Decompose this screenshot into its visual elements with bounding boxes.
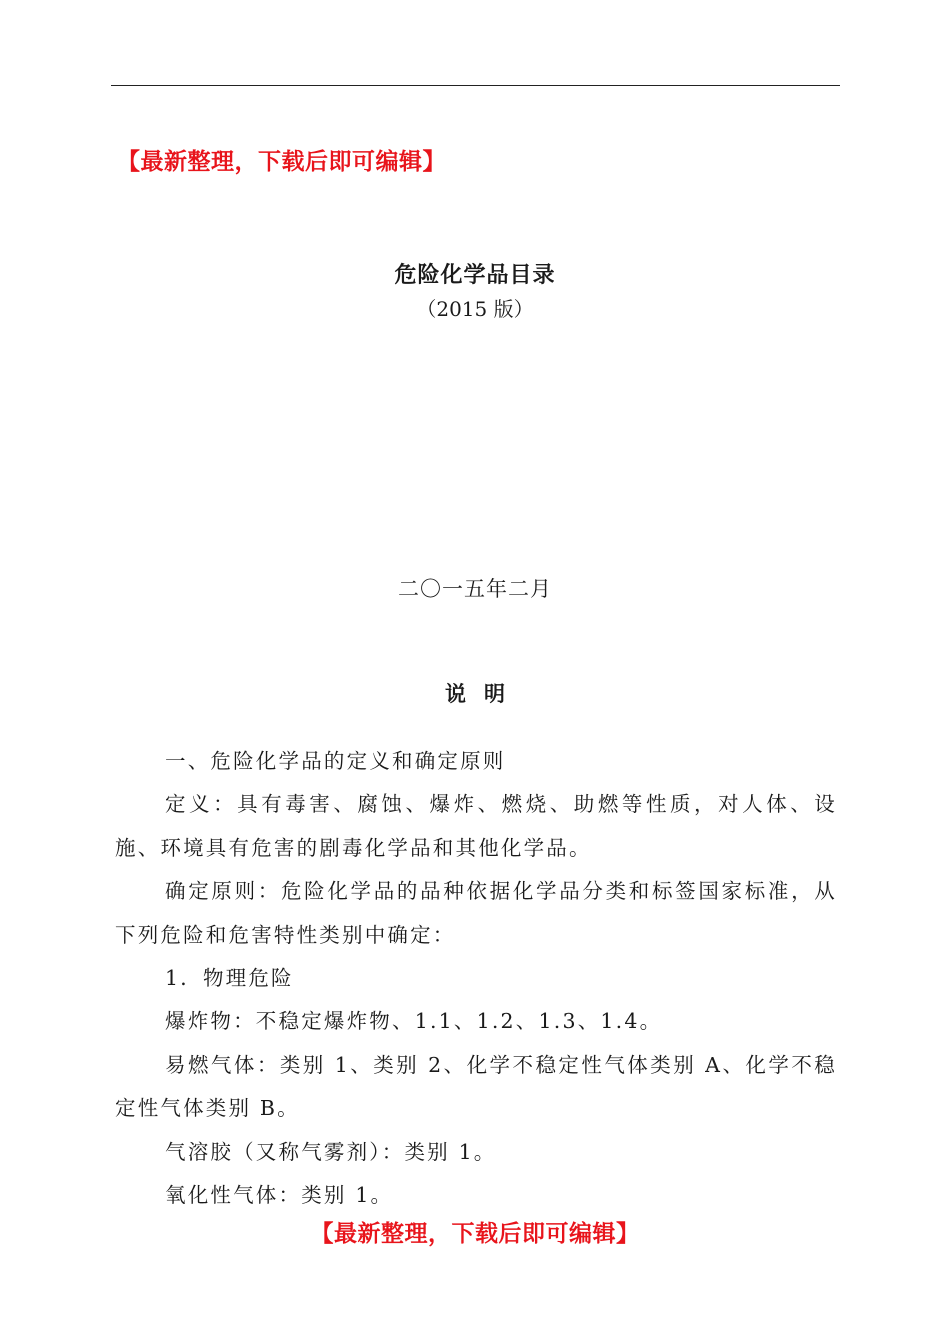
section-heading: 说明 (445, 681, 523, 706)
paragraph-explosives: 爆炸物：不稳定爆炸物、1.1、1.2、1.3、1.4。 (165, 1009, 663, 1034)
body-text (115, 740, 837, 1217)
bottom-banner: 【最新整理，下载后即可编辑】 (310, 1220, 640, 1247)
document-edition: （2015 版） (416, 297, 534, 321)
paragraph-oxidizing-gases: 氧化性气体：类别 1。 (165, 1183, 394, 1208)
paragraph-definition: 定义：具有毒害、腐蚀、爆炸、燃烧、助燃等性质，对人体、设施、环境具有危害的剧毒化学品和其他化学品。 (115, 792, 837, 860)
paragraph-aerosols: 气溶胶（又称气雾剂）：类别 1。 (165, 1139, 497, 1164)
paragraph-principle: 确定原则：危险化学品的品种依据化学品分类和标签国家标准，从下列危险和危害特性类别中确定： (115, 879, 837, 947)
header-rule (111, 85, 840, 86)
document-title: 危险化学品目录 (394, 262, 556, 288)
paragraph-physical-hazards: 1．物理危险 (165, 966, 294, 991)
paragraph-section-one: 一、危险化学品的定义和确定原则 (165, 749, 506, 773)
document-date: 二〇一五年二月 (398, 577, 552, 601)
top-banner: 【最新整理，下载后即可编辑】 (117, 148, 446, 175)
paragraph-flammable-gases: 易燃气体：类别 1、类别 2、化学不稳定性气体类别 A、化学不稳定性气体类别 B。 (115, 1052, 837, 1121)
